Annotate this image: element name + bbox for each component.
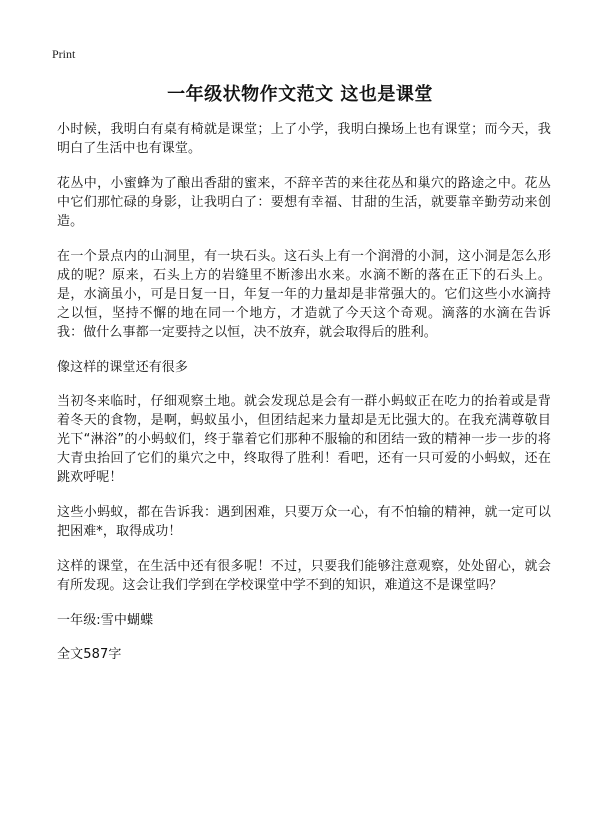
paragraph-stone: 在一个景点内的山洞里，有一块石头。这石头上有一个润滑的小洞，这小洞是怎么形成的呢？原来，石头上方的岩缝里不断渗出水来。水滴不断的落在正下的石头上。是，水滴虽小，可是日复一日，年复一年的力量却是非常强大的。它们这些小水滴持之以恒，坚持不懈的地在同一个地方，才造就了今天这个奇观。滴落的水滴在告诉我：做什么事都一定要持之以恒，决不放弃，就会取得后的胜利。 [57,249,551,340]
paragraph-ants: 当初冬来临时，仔细观察土地。就会发现总是会有一群小蚂蚁正在吃力的抬着或是背着冬天的食物，是啊，蚂蚁虽小，但团结起来力量却是无比强大的。在我充满尊敬目光下“淋浴”的小蚂蚁们，终于靠着它们那种不服输的和团结一致的精神一步一步的将大青虫抬回了它们的巢穴之中，终取得了胜利！看吧，还有一只可爱的小蚂蚁，还在跳欢呼呢！ [57,394,551,485]
paragraph-transition: 像这样的课堂还有很多 [57,360,189,375]
paragraph-intro: 小时候，我明白有桌有椅就是课堂；上了小学，我明白操场上也有课堂；而今天，我明白了生活中也有课堂。 [57,122,551,156]
word-count: 全文587字 [57,647,122,662]
page-title: 一年级状物作文范文 这也是课堂 [167,84,433,105]
paragraph-bees: 花丛中，小蜜蜂为了酿出香甜的蜜来，不辞辛苦的来往花丛和巢穴的路途之中。花丛中它们那忙碌的身影，让我明白了：要想有幸福、甘甜的生活，就要靠辛勤劳动来创造。 [57,176,551,229]
author-line: 一年级:雪中蝴蝶 [57,613,154,628]
print-link[interactable]: Print [52,47,76,61]
paragraph-conclusion: 这样的课堂，在生活中还有很多呢！不过，只要我们能够注意观察，处处留心，就会有所发现。这会让我们学到在学校课堂中学不到的知识，难道这不是课堂吗？ [57,559,551,593]
paragraph-ants-lesson: 这些小蚂蚁，都在告诉我：遇到困难，只要万众一心，有不怕输的精神，就一定可以把困难*，取得成功！ [57,505,551,539]
article-body [57,120,551,679]
